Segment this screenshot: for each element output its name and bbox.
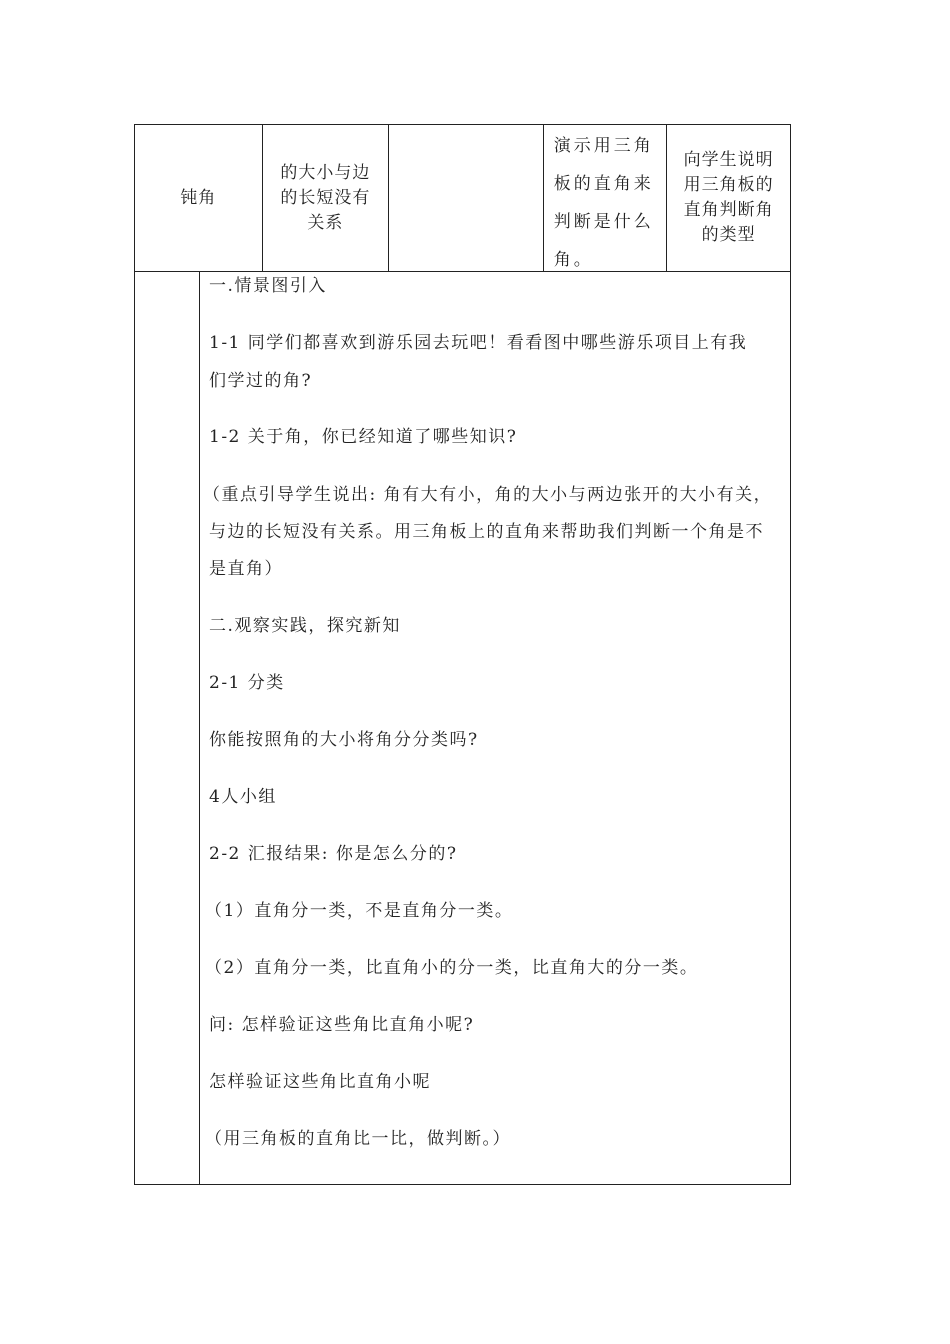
section-heading: 一.情景图引入 (209, 276, 327, 296)
table-cell-angle-type: 钝角 (135, 125, 263, 271)
paragraph: 你能按照角的大小将角分分类吗? (209, 730, 479, 750)
paragraph: 1-1 同学们都喜欢到游乐园去玩吧！看看图中哪些游乐项目上有我 (209, 333, 748, 353)
section-heading: 二.观察实践，探究新知 (209, 616, 401, 636)
paragraph: 与边的长短没有关系。用三角板上的直角来帮助我们判断一个角是不 (209, 522, 764, 542)
paragraph: 4人小组 (209, 787, 277, 807)
paragraph: 1-2 关于角，你已经知道了哪些知识? (209, 427, 518, 447)
table-cell-teacher-activity: 演示用三角板的直角来判断是什么角。 (544, 125, 668, 271)
lesson-process-section (134, 271, 791, 1185)
table-cell-empty (389, 125, 543, 271)
paragraph: 问: 怎样验证这些角比直角小呢? (209, 1015, 475, 1035)
paragraph: 2-1 分类 (209, 673, 285, 693)
paragraph: 怎样验证这些角比直角小呢 (209, 1072, 431, 1092)
paragraph: （2）直角分一类，比直角小的分一类，比直角大的分一类。 (205, 958, 699, 978)
paragraph: （用三角板的直角比一比，做判断。） (205, 1129, 511, 1149)
paragraph: （1）直角分一类，不是直角分一类。 (205, 901, 514, 921)
table-cell-content: 的大小与边的长短没有关系 (263, 125, 390, 271)
column-divider (199, 271, 200, 1184)
paragraph: 是直角） (209, 559, 283, 579)
paragraph: （重点引导学生说出: 角有大有小，角的大小与两边张开的大小有关， (203, 485, 773, 505)
table-cell-design-intent: 向学生说明用三角板的直角判断角的类型 (683, 150, 774, 245)
table-row (134, 124, 791, 272)
paragraph: 2-2 汇报结果: 你是怎么分的? (209, 844, 458, 864)
paragraph: 们学过的角? (209, 371, 313, 391)
